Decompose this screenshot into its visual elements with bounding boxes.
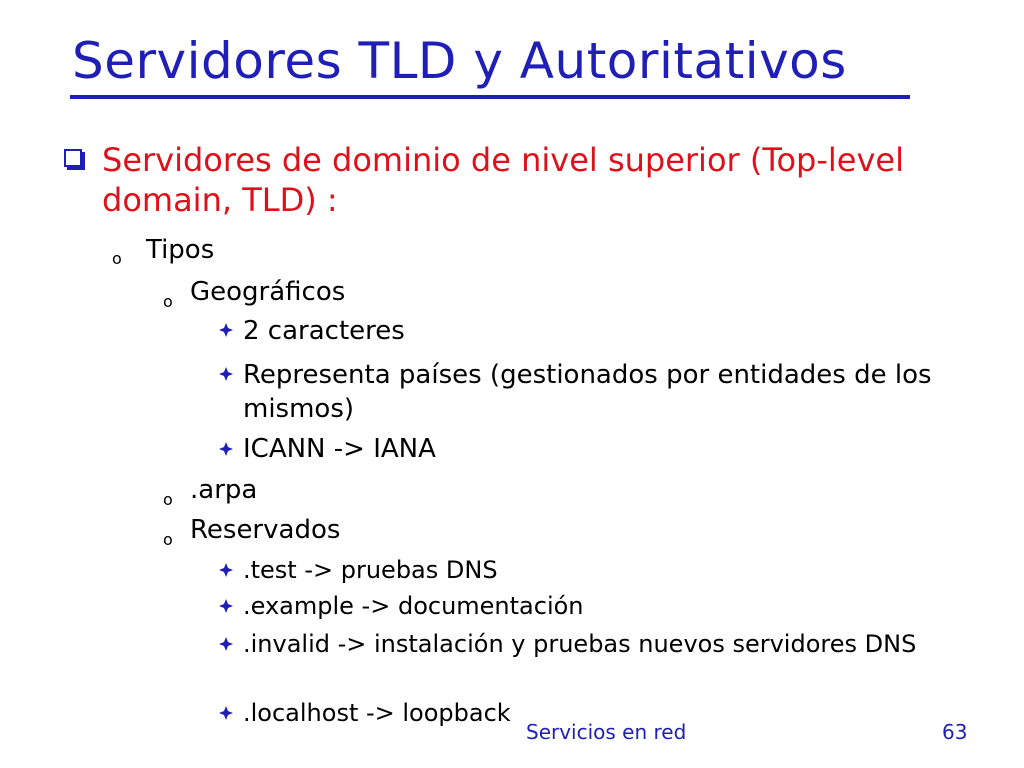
reserved-item: .example -> documentación	[243, 592, 584, 620]
circle-bullet-icon: o	[163, 292, 173, 311]
geo-item: Representa países (gestionados por entidades de los mismos)	[243, 360, 932, 424]
tipos-label: Tipos	[146, 235, 215, 265]
diamond-bullet-icon	[219, 599, 233, 613]
title-underline	[70, 95, 910, 99]
reserved-item: .localhost -> loopback	[243, 699, 511, 727]
checkbox-bullet-icon	[64, 149, 82, 167]
diamond-bullet-icon	[219, 323, 233, 337]
reservados-label: Reservados	[190, 515, 341, 545]
geograficos-label: Geográficos	[190, 277, 346, 307]
arpa-label: .arpa	[190, 475, 258, 505]
diamond-bullet-icon	[219, 563, 233, 577]
geo-item: ICANN -> IANA	[243, 434, 436, 464]
diamond-bullet-icon	[219, 637, 233, 651]
circle-bullet-icon: o	[112, 249, 122, 268]
diamond-bullet-icon	[219, 442, 233, 456]
circle-bullet-icon: o	[163, 530, 173, 549]
footer-course: Servicios en red	[526, 720, 687, 744]
reserved-item: .test -> pruebas DNS	[243, 556, 498, 584]
diamond-bullet-icon	[219, 706, 233, 720]
footer-page-number: 63	[942, 720, 968, 744]
circle-bullet-icon: o	[163, 490, 173, 509]
geo-item: 2 caracteres	[243, 316, 405, 346]
diamond-bullet-icon	[219, 367, 233, 381]
slide-title: Servidores TLD y Autoritativos	[72, 32, 847, 90]
level1-bullet-text: Servidores de dominio de nivel superior (Top-level domain, TLD) :	[102, 141, 904, 219]
reserved-item: .invalid -> instalación y pruebas nuevos servidores DNS	[243, 630, 917, 658]
